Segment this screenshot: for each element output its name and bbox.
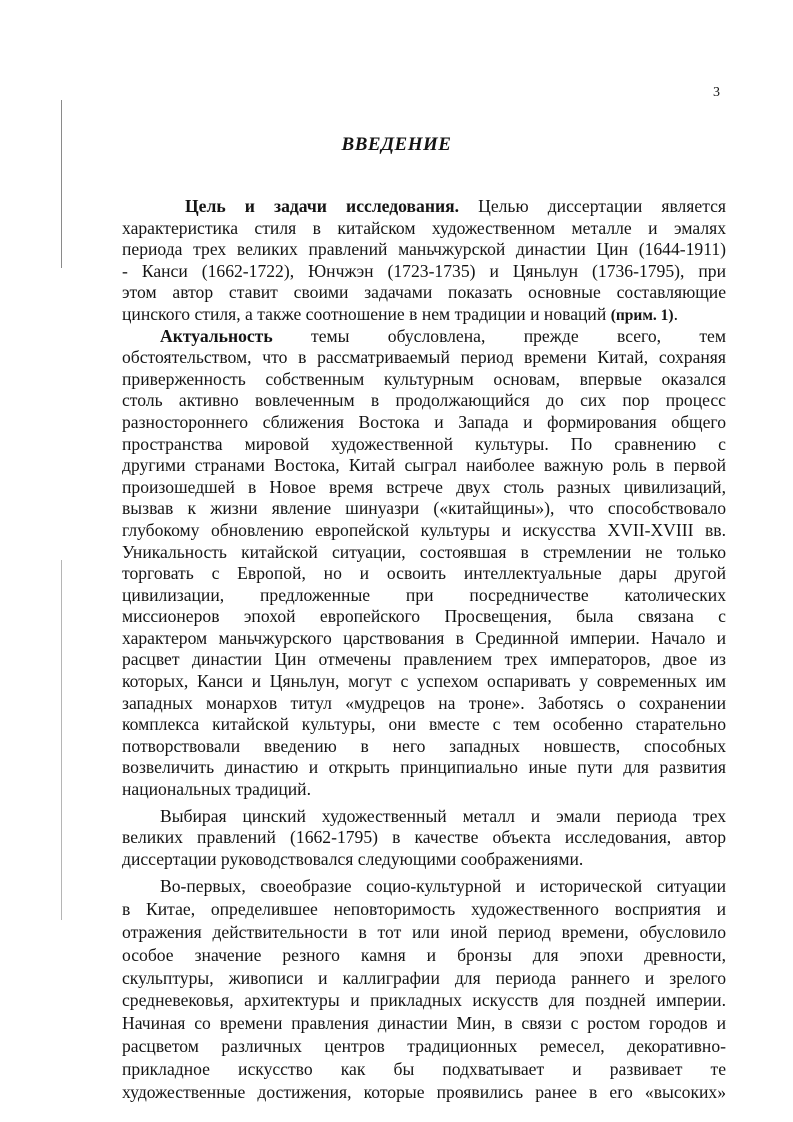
section-heading-goal: Цель и задачи исследования. — [185, 196, 460, 216]
text-line: характером маньчжурского царствования в Срединной империи. Начало и — [122, 627, 726, 648]
page-number: 3 — [713, 85, 720, 100]
text-run: . — [673, 303, 678, 324]
section-heading-relevance: Актуальность — [160, 325, 273, 346]
document-body — [122, 196, 726, 1103]
text-line: периода трех великих правлений маньчжурской династии Цин (1644-1911) — [122, 239, 726, 260]
text-line: потворствовали введению в него западных новшеств, способных — [122, 735, 726, 756]
text-line: приверженность собственным культурным основам, впервые оказался — [122, 368, 726, 389]
text-line: обстоятельством, что в рассматриваемый период времени Китай, сохраняя — [122, 347, 726, 368]
text-line: Во-первых, своеобразие социо-культурной и исторической ситуации — [160, 876, 726, 897]
text-line: особое значение резного камня и бронзы для эпохи древности, — [122, 944, 726, 965]
text-line: отражения действительности в тот или иной период времени, обусловило — [122, 922, 726, 942]
text-run: цинского стиля, а также соотношение в нем традиции и новаций — [122, 303, 607, 324]
text-line: возвеличить династию и открыть принципиально иные пути для развития — [122, 757, 726, 778]
text-line: Начиная со времени правления династии Мин, в связи с ростом городов и — [122, 1013, 726, 1034]
text-line: столь активно вовлеченным в продолжающийся до сих пор процесс — [122, 390, 726, 411]
text-line: в Китае, определившее неповторимость художественного восприятия и — [122, 899, 726, 920]
scan-edge-line — [61, 100, 62, 268]
note-reference: (прим. 1) — [610, 306, 674, 324]
text-line: комплекса китайской культуры, они вместе с тем особенно старательно — [122, 714, 726, 735]
text-line: этом автор ставит своими задачами показать основные составляющие — [122, 282, 726, 303]
text-line: миссионеров эпохой европейского Просвещения, была связана с — [122, 606, 726, 627]
text-line — [122, 196, 726, 218]
text-line: пространства мировой художественной культуры. По сравнению с — [122, 433, 726, 454]
text-line: национальных традиций. — [122, 779, 311, 800]
text-line: диссертации руководствовался следующими соображениями. — [122, 848, 584, 869]
text-line: Выбирая цинский художественный металл и эмали периода трех — [160, 805, 726, 826]
text-line: средневековья, архитектуры и прикладных искусств для поздней империи. — [122, 990, 726, 1011]
text-line: вызвав к жизни явление шинуазри («китайщины»), что способствовало — [122, 498, 726, 519]
text-line: западных монархов титул «мудрецов на троне». Заботясь о сохранении — [122, 692, 726, 713]
text-line — [122, 304, 726, 326]
text-line — [122, 326, 726, 348]
text-line: художественные достижения, которые проявились ранее в его «высоких» — [122, 1081, 726, 1102]
text-line: которых, Канси и Цяньлун, могут с успехом оспаривать у современных им — [122, 671, 726, 692]
text-line: прикладное искусство как бы подхватывает и развивает те — [122, 1058, 726, 1079]
text-line: торговать с Европой, но и освоить интеллектуальные дары другой — [122, 563, 726, 584]
text-run: темы обусловлена, прежде всего, тем — [311, 325, 726, 346]
scan-edge-line — [61, 560, 62, 920]
text-line: другими странами Востока, Китай сыграл наиболее важную роль в первой — [122, 455, 726, 476]
text-line: - Канси (1662-1722), Юнчжэн (1723-1735) и Цяньлун (1736-1795), при — [122, 260, 726, 281]
text-run: Целью диссертации является — [459, 196, 726, 216]
text-line: цивилизации, предложенные при посредничестве католических — [122, 584, 726, 605]
text-line: разностороннего сближения Востока и Запада и формирования общего — [122, 411, 726, 432]
text-line: расцвет династии Цин отмечены правлением трех императоров, двое из — [122, 649, 726, 670]
text-line: скульптуры, живописи и каллиграфии для периода раннего и зрелого — [122, 967, 726, 988]
text-line: характеристика стиля в китайском художественном металле и эмалях — [122, 217, 726, 238]
text-line: глубокому обновлению европейской культуры и искусства XVII-XVIII вв. — [122, 519, 726, 540]
text-line: великих правлений (1662-1795) в качестве объекта исследования, автор — [122, 827, 726, 848]
text-line: произошедшей в Новое время встрече двух столь разных цивилизаций, — [122, 476, 726, 497]
text-line: расцветом различных центров традиционных ремесел, декоративно- — [122, 1035, 726, 1056]
text-line: Уникальность китайской ситуации, состоявшая в стремлении не только — [122, 541, 726, 562]
page-title: ВВЕДЕНИЕ — [341, 134, 452, 155]
